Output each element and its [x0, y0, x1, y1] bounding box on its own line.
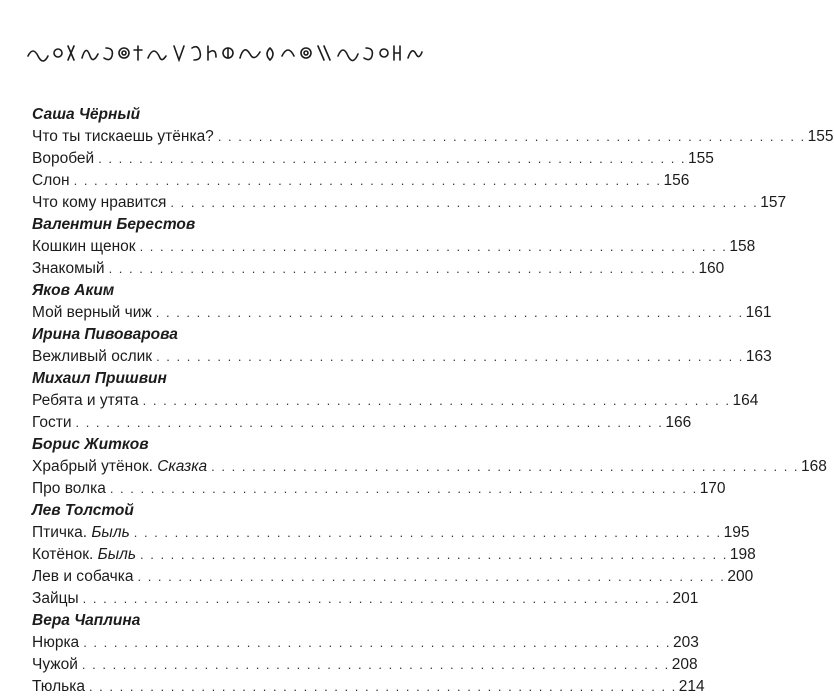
decorative-ornament-border — [26, 40, 424, 66]
toc-entry — [32, 654, 698, 676]
entry-title-text: Знакомый — [32, 260, 105, 277]
entry-title — [32, 676, 89, 698]
author-heading: Валентин Берестов — [32, 216, 196, 233]
dot-leader: . . . . . . . . . . . . . . . . . . . . . . . . . . . . . . . . . . . . . . . . . . . . . . . . . . . . . . . . . . — [109, 481, 698, 496]
entry-title-text: Мой верный чиж — [32, 304, 152, 321]
page-number: 200 — [727, 568, 754, 585]
entry-title-text: Что ты тискаешь утёнка? — [32, 128, 214, 145]
entry-title — [32, 346, 156, 368]
entry-title-text: Кошкин щенок — [32, 238, 136, 255]
page-number: 201 — [672, 590, 699, 607]
toc-entry — [32, 192, 787, 214]
toc-entry — [32, 478, 726, 500]
entry-title-text: Тюлька — [32, 678, 85, 695]
toc-entry — [32, 412, 692, 434]
page-number: 155 — [807, 128, 834, 145]
entry-title-text: Ребята и утята — [32, 392, 139, 409]
toc-entry — [32, 544, 756, 566]
page-number: 214 — [678, 678, 705, 695]
entry-title — [32, 566, 137, 588]
entry-title — [32, 148, 98, 170]
author-heading: Саша Чёрный — [32, 106, 141, 123]
entry-title-text: Птичка. — [32, 524, 88, 541]
entry-subtitle: Быль — [91, 524, 130, 541]
entry-title-text: Лев и собачка — [32, 568, 134, 585]
toc-entry — [32, 676, 705, 698]
entry-title — [32, 456, 211, 478]
entry-title — [32, 654, 82, 676]
entry-title-text: Слон — [32, 172, 70, 189]
dot-leader: . . . . . . . . . . . . . . . . . . . . . . . . . . . . . . . . . . . . . . . . . . . . . . . . . . . . . . . . . . — [83, 635, 672, 650]
dot-leader: . . . . . . . . . . . . . . . . . . . . . . . . . . . . . . . . . . . . . . . . . . . . . . . . . . . . . . . . . . — [140, 547, 728, 562]
dot-leader: . . . . . . . . . . . . . . . . . . . . . . . . . . . . . . . . . . . . . . . . . . . . . . . . . . . . . . . . . . — [75, 415, 664, 430]
toc-entry — [32, 126, 834, 148]
author-heading: Ирина Пивоварова — [32, 326, 178, 343]
dot-leader: . . . . . . . . . . . . . . . . . . . . . . . . . . . . . . . . . . . . . . . . . . . . . . . . . . . . . . . . . . — [88, 679, 677, 694]
entry-title-text: Что кому нравится — [32, 194, 167, 211]
toc-entry — [32, 390, 759, 412]
author-heading: Яков Аким — [32, 282, 115, 299]
author-heading: Лев Толстой — [32, 502, 134, 519]
entry-subtitle: Сказка — [157, 458, 208, 475]
entry-title — [32, 632, 83, 654]
entry-title — [32, 390, 143, 412]
page-number: 157 — [760, 194, 787, 211]
toc-entry — [32, 302, 772, 324]
dot-leader: . . . . . . . . . . . . . . . . . . . . . . . . . . . . . . . . . . . . . . . . . . . . . . . . . . . . . . . . . . — [155, 305, 744, 320]
dot-leader: . . . . . . . . . . . . . . . . . . . . . . . . . . . . . . . . . . . . . . . . . . . . . . . . . . . . . . . . . . — [211, 459, 800, 474]
entry-title — [32, 192, 170, 214]
entry-title — [32, 170, 74, 192]
dot-leader: . . . . . . . . . . . . . . . . . . . . . . . . . . . . . . . . . . . . . . . . . . . . . . . . . . . . . . . . . . — [139, 239, 728, 254]
page-number: 168 — [801, 458, 827, 475]
dot-leader: . . . . . . . . . . . . . . . . . . . . . . . . . . . . . . . . . . . . . . . . . . . . . . . . . . . . . . . . . . — [217, 129, 806, 144]
page-number: 158 — [729, 238, 756, 255]
page-number: 170 — [699, 480, 726, 497]
toc-entry — [32, 566, 754, 588]
dot-leader: . . . . . . . . . . . . . . . . . . . . . . . . . . . . . . . . . . . . . . . . . . . . . . . . . . . . . . . . . . — [133, 525, 722, 540]
author-heading: Вера Чаплина — [32, 612, 141, 629]
toc-entry — [32, 522, 750, 544]
table-of-contents — [32, 104, 834, 698]
entry-title — [32, 478, 110, 500]
entry-title — [32, 544, 140, 566]
page-number: 156 — [663, 172, 690, 189]
toc-entry — [32, 632, 699, 654]
entry-title — [32, 302, 156, 324]
page-number: 166 — [665, 414, 692, 431]
entry-title — [32, 522, 134, 544]
toc-entry — [32, 170, 690, 192]
page-number: 203 — [673, 634, 699, 651]
entry-title-text: Храбрый утёнок. — [32, 458, 153, 475]
toc-entry — [32, 148, 714, 170]
toc-entry — [32, 236, 756, 258]
page-number: 164 — [732, 392, 759, 409]
entry-title — [32, 258, 109, 280]
page-number: 160 — [698, 260, 725, 277]
dot-leader: . . . . . . . . . . . . . . . . . . . . . . . . . . . . . . . . . . . . . . . . . . . . . . . . . . . . . . . . . . — [98, 151, 687, 166]
entry-subtitle: Быль — [97, 546, 136, 563]
dot-leader: . . . . . . . . . . . . . . . . . . . . . . . . . . . . . . . . . . . . . . . . . . . . . . . . . . . . . . . . . . — [170, 195, 759, 210]
author-heading: Борис Житков — [32, 436, 149, 453]
toc-entry — [32, 346, 772, 368]
dot-leader: . . . . . . . . . . . . . . . . . . . . . . . . . . . . . . . . . . . . . . . . . . . . . . . . . . . . . . . . . . — [81, 657, 670, 672]
entry-title — [32, 236, 140, 258]
dot-leader: . . . . . . . . . . . . . . . . . . . . . . . . . . . . . . . . . . . . . . . . . . . . . . . . . . . . . . . . . . — [108, 261, 697, 276]
page-number: 155 — [688, 150, 714, 167]
entry-title-text: Вежливый ослик — [32, 348, 153, 365]
page-number: 195 — [723, 524, 750, 541]
page-number: 163 — [745, 348, 772, 365]
author-heading: Михаил Пришвин — [32, 370, 167, 387]
dot-leader: . . . . . . . . . . . . . . . . . . . . . . . . . . . . . . . . . . . . . . . . . . . . . . . . . . . . . . . . . . — [156, 349, 744, 364]
entry-title-text: Воробей — [32, 150, 95, 167]
entry-title-text: Чужой — [32, 656, 78, 673]
dot-leader: . . . . . . . . . . . . . . . . . . . . . . . . . . . . . . . . . . . . . . . . . . . . . . . . . . . . . . . . . . — [142, 393, 731, 408]
entry-title-text: Зайцы — [32, 590, 79, 607]
toc-entry — [32, 588, 699, 610]
toc-entry — [32, 258, 725, 280]
entry-title-text: Нюрка — [32, 634, 80, 651]
dot-leader: . . . . . . . . . . . . . . . . . . . . . . . . . . . . . . . . . . . . . . . . . . . . . . . . . . . . . . . . . . — [82, 591, 671, 606]
entry-title-text: Про волка — [32, 480, 106, 497]
entry-title-text: Гости — [32, 414, 72, 431]
entry-title-text: Котёнок. — [32, 546, 94, 563]
entry-title — [32, 412, 75, 434]
page-number: 161 — [745, 304, 772, 321]
page-number: 208 — [671, 656, 698, 673]
dot-leader: . . . . . . . . . . . . . . . . . . . . . . . . . . . . . . . . . . . . . . . . . . . . . . . . . . . . . . . . . . — [137, 569, 726, 584]
entry-title — [32, 588, 83, 610]
dot-leader: . . . . . . . . . . . . . . . . . . . . . . . . . . . . . . . . . . . . . . . . . . . . . . . . . . . . . . . . . . — [73, 173, 662, 188]
entry-title — [32, 126, 218, 148]
toc-entry — [32, 456, 827, 478]
page-number: 198 — [729, 546, 756, 563]
